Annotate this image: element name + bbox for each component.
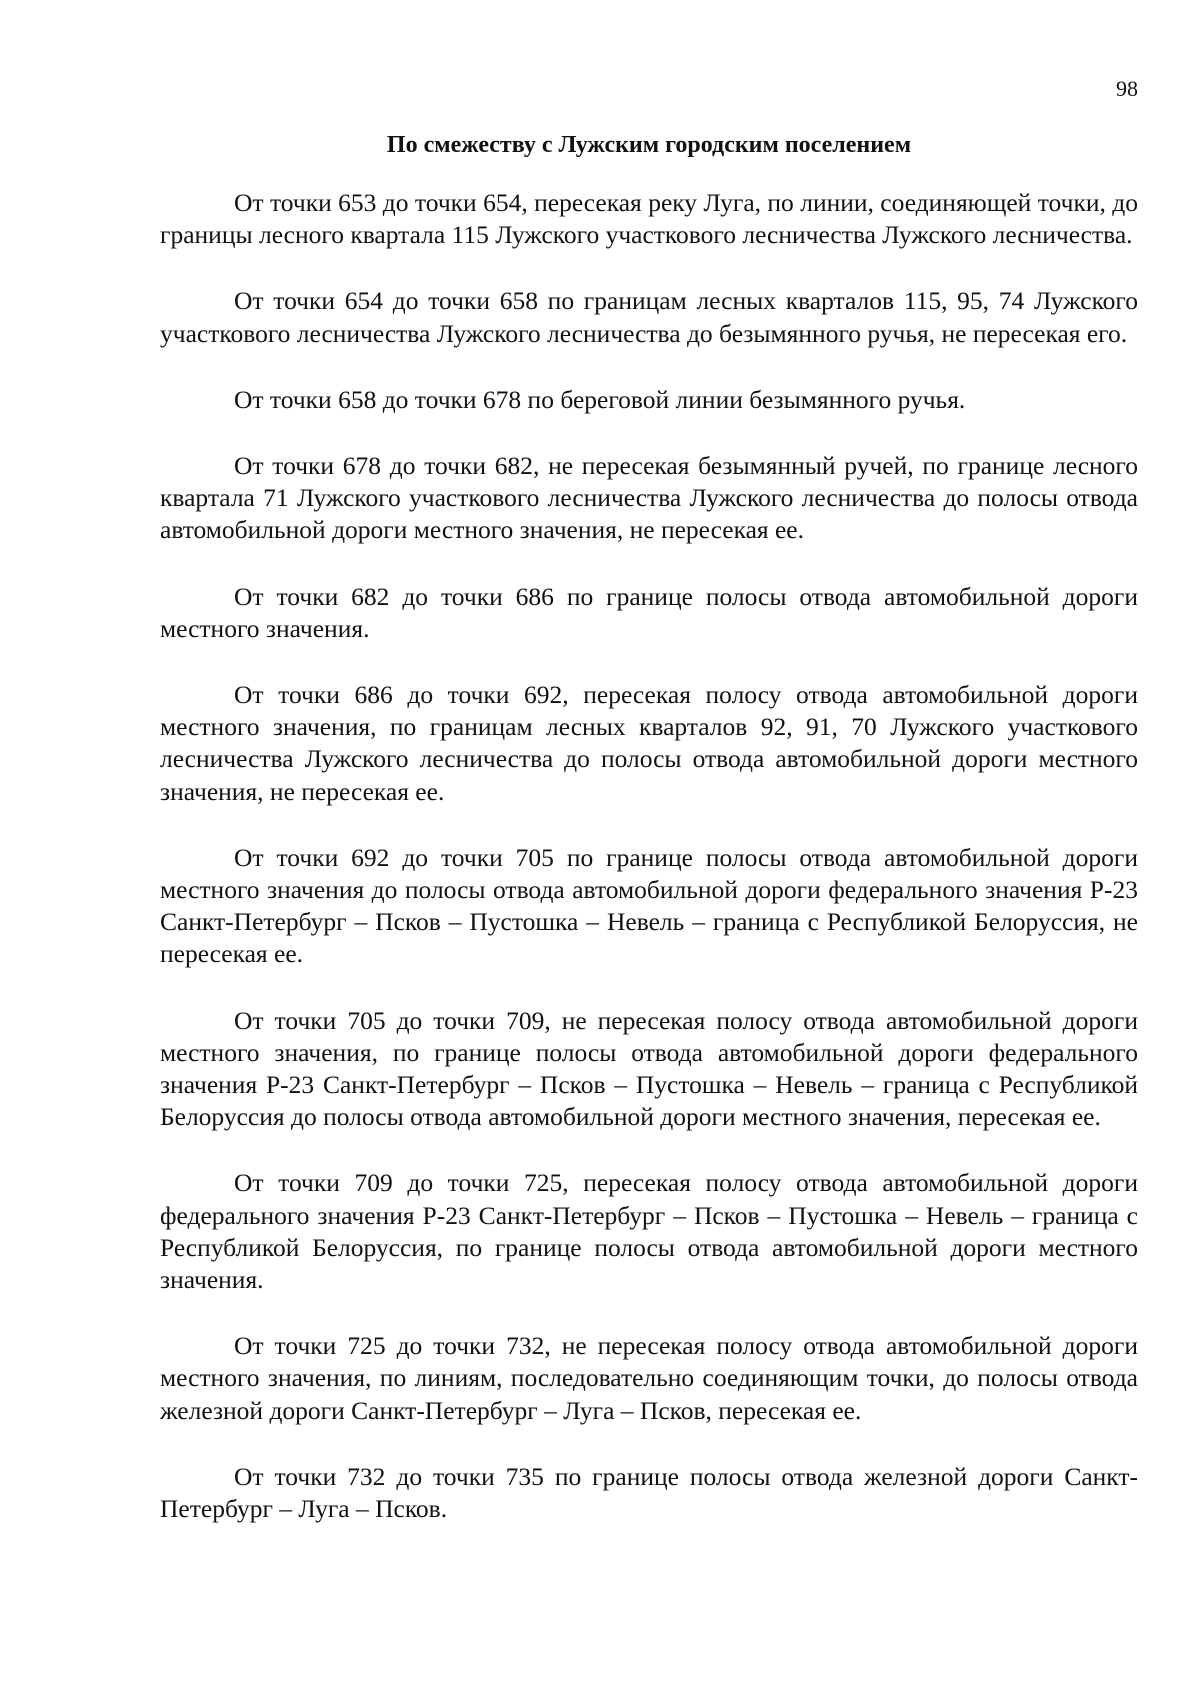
paragraph-7: От точки 692 до точки 705 по границе полосы отвода автомобильной дороги местного значения до полосы отвода автомобильной дороги федерального значения Р-23 Санкт-Петербург – Псков – Пустошка – Невель – граница с Республикой Белоруссия, не пересекая ее. <box>160 842 1138 969</box>
paragraph-11: От точки 732 до точки 735 по границе полосы отвода железной дороги Санкт-Петербург – Луга – Псков. <box>160 1461 1138 1524</box>
document-body <box>160 187 1138 1559</box>
paragraph-3: От точки 658 до точки 678 по береговой линии безымянного ручья. <box>234 384 966 414</box>
paragraph-10: От точки 725 до точки 732, не пересекая полосу отвода автомобильной дороги местного значения, по линиям, последовательно соединяющим точки, до полосы отвода железной дороги Санкт-Петербург – Луга – Псков, пересекая ее. <box>160 1331 1138 1425</box>
paragraph-5: От точки 682 до точки 686 по границе полосы отвода автомобильной дороги местного значения. <box>160 581 1138 643</box>
paragraph-6: От точки 686 до точки 692, пересекая полосу отвода автомобильной дороги местного значения, по границам лесных кварталов 92, 91, 70 Лужского участкового лесничества Лужского лесничества до полосы отвода автомобильной дороги местного значения, не пересекая ее. <box>160 680 1138 806</box>
paragraph-4: От точки 678 до точки 682, не пересекая безымянный ручей, по границе лесного квартала 71 Лужского участкового лесничества Лужского лесничества до полосы отвода автомобильной дороги местного значения, не пересекая ее. <box>160 451 1138 545</box>
page-number: 98 <box>1116 76 1138 101</box>
paragraph-2: От точки 654 до точки 658 по границам лесных кварталов 115, 95, 74 Лужского участкового лесничества Лужского лесничества до безымянного ручья, не пересекая его. <box>160 286 1138 348</box>
paragraph-9: От точки 709 до точки 725, пересекая полосу отвода автомобильной дороги федерального значения Р-23 Санкт-Петербург – Псков – Пустошка – Невель – граница с Республикой Белоруссия, по границе полосы отвода автомобильной дороги местного значения. <box>160 1168 1138 1295</box>
section-heading: По смежеству с Лужским городским поселением <box>386 132 912 158</box>
paragraph-8: От точки 705 до точки 709, не пересекая полосу отвода автомобильной дороги местного значения, по границе полосы отвода автомобильной дороги федерального значения Р-23 Санкт-Петербург – Псков – Пустошка – Невель – граница с Республикой Белоруссия до полосы отвода автомобильной дороги местного значения, пересекая ее. <box>160 1005 1138 1132</box>
paragraph-1: От точки 653 до точки 654, пересекая реку Луга, по линии, соединяющей точки, до границы лесного квартала 115 Лужского участкового лесничества Лужского лесничества. <box>160 188 1138 250</box>
